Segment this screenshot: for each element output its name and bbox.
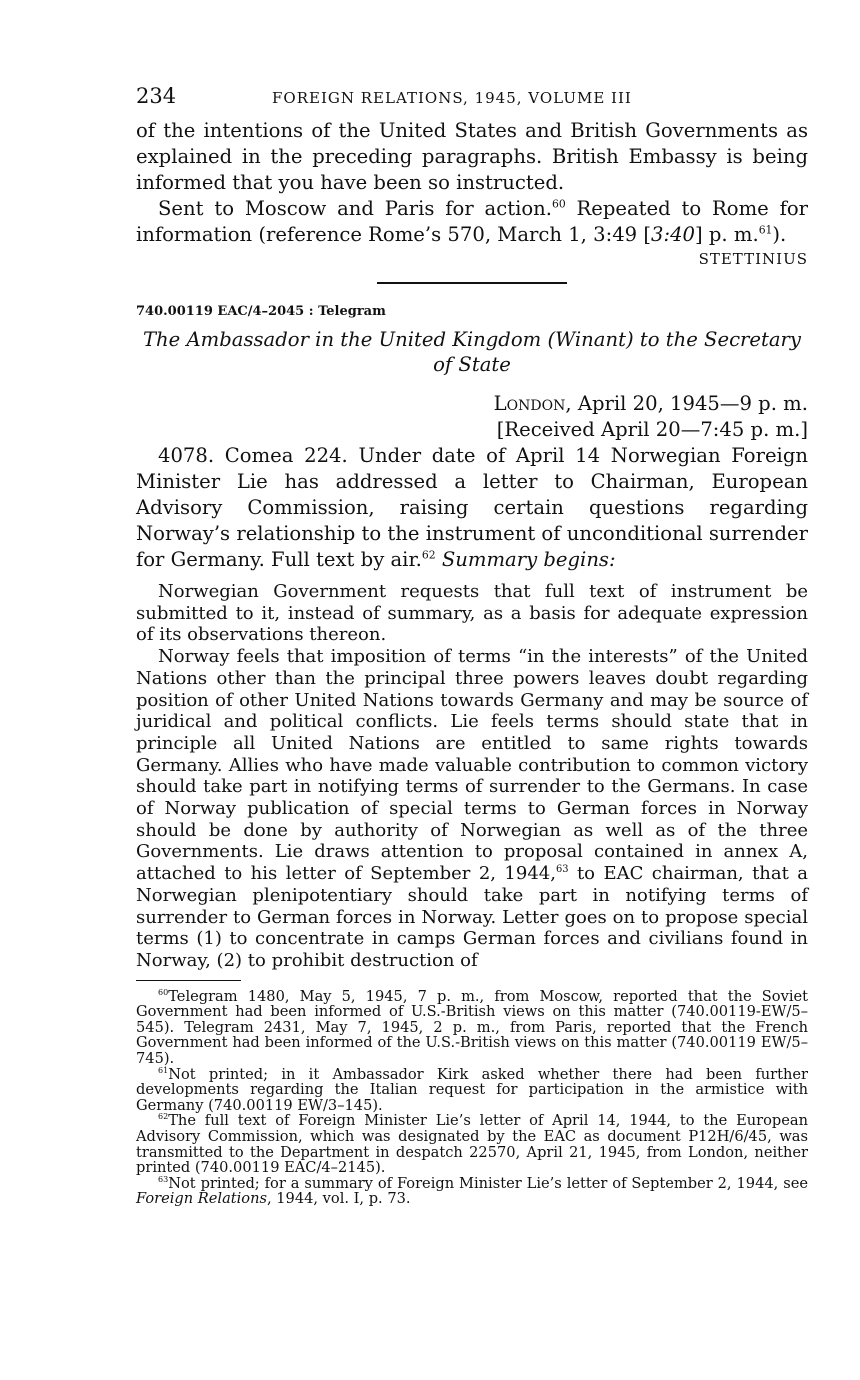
footnote: $^{63}$Not printed; for a summary of Foreign Minister Lie’s letter of September 2, 1944, see Foreign Relations, 1944, vol. I, p. 73.: [136, 1174, 808, 1208]
summary-paragraph: Norwegian Government requests that full text of instrument be submitted to it, instead of summary, as a basis for adequate expression of its observations thereon.: [136, 581, 808, 646]
signature: STETTINIUS: [698, 250, 808, 268]
file-reference: 740.00119 EAC/4–2045 : Telegram: [136, 304, 386, 319]
footnote-ref: 60: [551, 197, 566, 211]
page-number: 234: [136, 84, 177, 108]
summary-paragraph: Norway feels that imposition of terms “in the interests” of the United Nations other than the principal three powers leaves doubt regarding position of other United Nations towards Germany and may be source of juridical and political conflicts. Lie feels terms should state that in principle all United Nations are entitled to same rights towards Germany. Allies who have made valuable contribution to common victory should take part in notifying terms of surrender to the Germans. In case of Norway publication of special terms to German forces in Norway should be done by authority of Norwegian as well as of the three Governments. Lie draws attention to proposal contained in annex A, attached to his letter of September 2, 1944,63 to EAC chairman, that a Norwegian plenipotentiary should take part in notifying terms of surrender to German forces in Norway. Letter goes on to propose special terms (1) to concentrate in camps German forces and civilians found in Norway, (2) to prohibit destruction of: [136, 646, 809, 971]
section-divider: [377, 282, 567, 284]
continuation-paragraph: of the intentions of the United States and British Governments as explained in the preceding paragraphs. British Embassy is being informed that you have been so instructed.: [136, 119, 808, 194]
running-title: FOREIGN RELATIONS, 1945, VOLUME III: [272, 89, 632, 107]
distribution-paragraph: Sent to Moscow and Paris for action.$^{60}$ Repeated to Rome for information (reference Rome’s 570, March 1, 3:49 [3:40] p. m.$^{61}$).: [136, 197, 808, 246]
received-line: [Received April 20—7:45 p. m.]: [496, 418, 808, 441]
footnote: $^{60}$Telegram 1480, May 5, 1945, 7 p. m., from Moscow, reported that the Soviet Government had been informed of U.S.-British views on this matter (740.00119-EW/5–545). Telegram 2431, May 7, 1945, 2 p. m., from Paris, reported that the French Government had been informed of the U.S.-British views on this matter (740.00119 EW/5–745).: [136, 987, 808, 1068]
page: [136, 84, 808, 1207]
dateline: London, April 20, 1945—9 p. m.: [493, 392, 808, 415]
footnote-ref: 62: [421, 548, 436, 562]
footnote-ref: 61: [758, 223, 773, 237]
footnote-divider: [136, 980, 241, 981]
footnote: $^{62}$The full text of Foreign Minister Lie’s letter of April 14, 1944, to the European Advisory Commission, which was designated by the EAC as document P12H/6/45, was transmitted to the Department in despatch 22570, April 21, 1945, from London, neither printed (740.00119 EAC/4–2145).: [136, 1112, 808, 1177]
footnote-ref: 63: [555, 864, 569, 876]
telegram-body: 4078. Comea 224. Under date of April 14 Norwegian Foreign Minister Lie has addressed a letter to Chairman, European Advisory Commission, raising certain questions regarding Norway’s relationship to the instrument of unconditional surrender for Germany. Full text by air.$^{62}$ Summary begins:: [136, 444, 809, 571]
footnote: $^{61}$Not printed; in it Ambassador Kirk asked whether there had been further developments regarding the Italian request for participation in the armistice with Germany (740.00119 EW/3–145).: [136, 1065, 808, 1114]
document-title: The Ambassador in the United Kingdom (Winant) to the Secretary of State: [142, 328, 801, 376]
page-header: [136, 84, 808, 118]
